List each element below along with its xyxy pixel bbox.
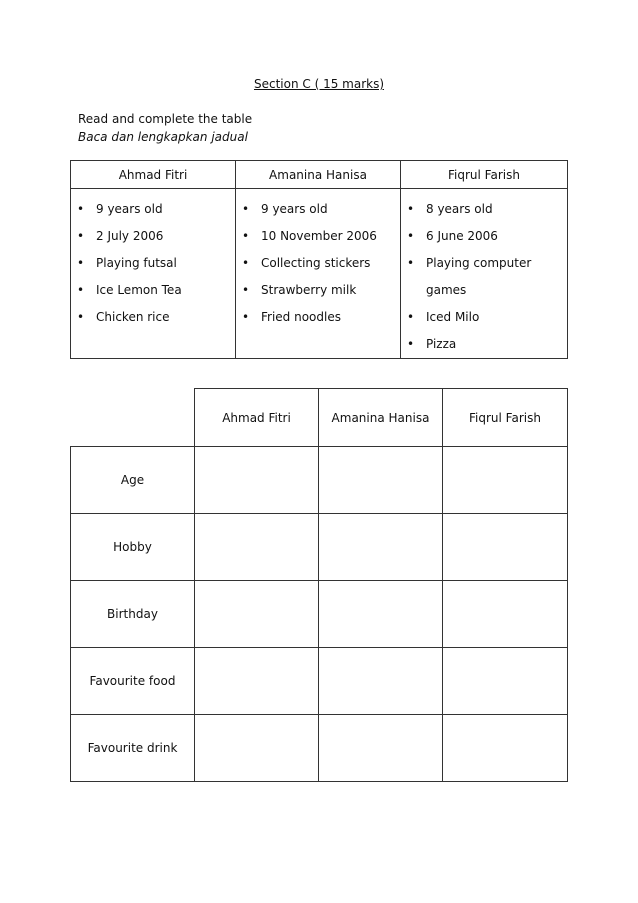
answer-cell[interactable] — [195, 715, 319, 782]
answer-header-fiqrul: Fiqrul Farish — [443, 389, 568, 447]
list-item: • 9 years old — [236, 196, 400, 223]
list-item: • Strawberry milk — [236, 277, 400, 304]
answer-header-ahmad: Ahmad Fitri — [195, 389, 319, 447]
corner-cell — [71, 389, 195, 447]
row-label-hobby: Hobby — [71, 514, 195, 581]
answer-cell[interactable] — [195, 447, 319, 514]
answer-cell[interactable] — [443, 514, 568, 581]
row-label-favourite-food: Favourite food — [71, 648, 195, 715]
instruction-malay: Baca dan lengkapkan jadual — [78, 130, 248, 144]
info-list-amanina — [236, 196, 400, 331]
row-label-age: Age — [71, 447, 195, 514]
row-label-birthday: Birthday — [71, 581, 195, 648]
table-row — [71, 447, 568, 514]
list-item: • Pizza — [401, 331, 567, 358]
answer-cell[interactable] — [319, 581, 443, 648]
answer-header-amanina: Amanina Hanisa — [319, 389, 443, 447]
list-item: • Iced Milo — [401, 304, 567, 331]
list-item: • Collecting stickers — [236, 250, 400, 277]
answer-cell[interactable] — [319, 715, 443, 782]
table-row — [71, 715, 568, 782]
info-header-fiqrul: Fiqrul Farish — [401, 161, 568, 189]
list-item: • 9 years old — [71, 196, 235, 223]
info-header-amanina: Amanina Hanisa — [236, 161, 401, 189]
table-row — [71, 514, 568, 581]
info-list-ahmad — [71, 196, 235, 331]
instruction-english: Read and complete the table — [78, 112, 253, 126]
section-title: Section C ( 15 marks) — [253, 77, 385, 91]
answer-table — [70, 388, 568, 782]
info-header-ahmad: Ahmad Fitri — [71, 161, 236, 189]
list-item: • Fried noodles — [236, 304, 400, 331]
info-cell-fiqrul — [401, 189, 568, 359]
answer-cell[interactable] — [319, 648, 443, 715]
info-table — [70, 160, 568, 359]
list-item: • Ice Lemon Tea — [71, 277, 235, 304]
table-row — [71, 648, 568, 715]
table-row — [71, 581, 568, 648]
list-item: • 2 July 2006 — [71, 223, 235, 250]
info-list-fiqrul — [401, 196, 567, 358]
answer-cell[interactable] — [319, 514, 443, 581]
answer-cell[interactable] — [195, 648, 319, 715]
answer-cell[interactable] — [443, 581, 568, 648]
list-item: • 8 years old — [401, 196, 567, 223]
info-cell-amanina — [236, 189, 401, 359]
answer-cell[interactable] — [443, 648, 568, 715]
list-item: • Playing computer games — [401, 250, 567, 304]
info-cell-ahmad — [71, 189, 236, 359]
list-item: • Playing futsal — [71, 250, 235, 277]
row-label-favourite-drink: Favourite drink — [71, 715, 195, 782]
list-item: • 10 November 2006 — [236, 223, 400, 250]
answer-cell[interactable] — [443, 447, 568, 514]
answer-cell[interactable] — [443, 715, 568, 782]
answer-cell[interactable] — [195, 581, 319, 648]
list-item: • Chicken rice — [71, 304, 235, 331]
answer-cell[interactable] — [195, 514, 319, 581]
answer-cell[interactable] — [319, 447, 443, 514]
list-item: • 6 June 2006 — [401, 223, 567, 250]
